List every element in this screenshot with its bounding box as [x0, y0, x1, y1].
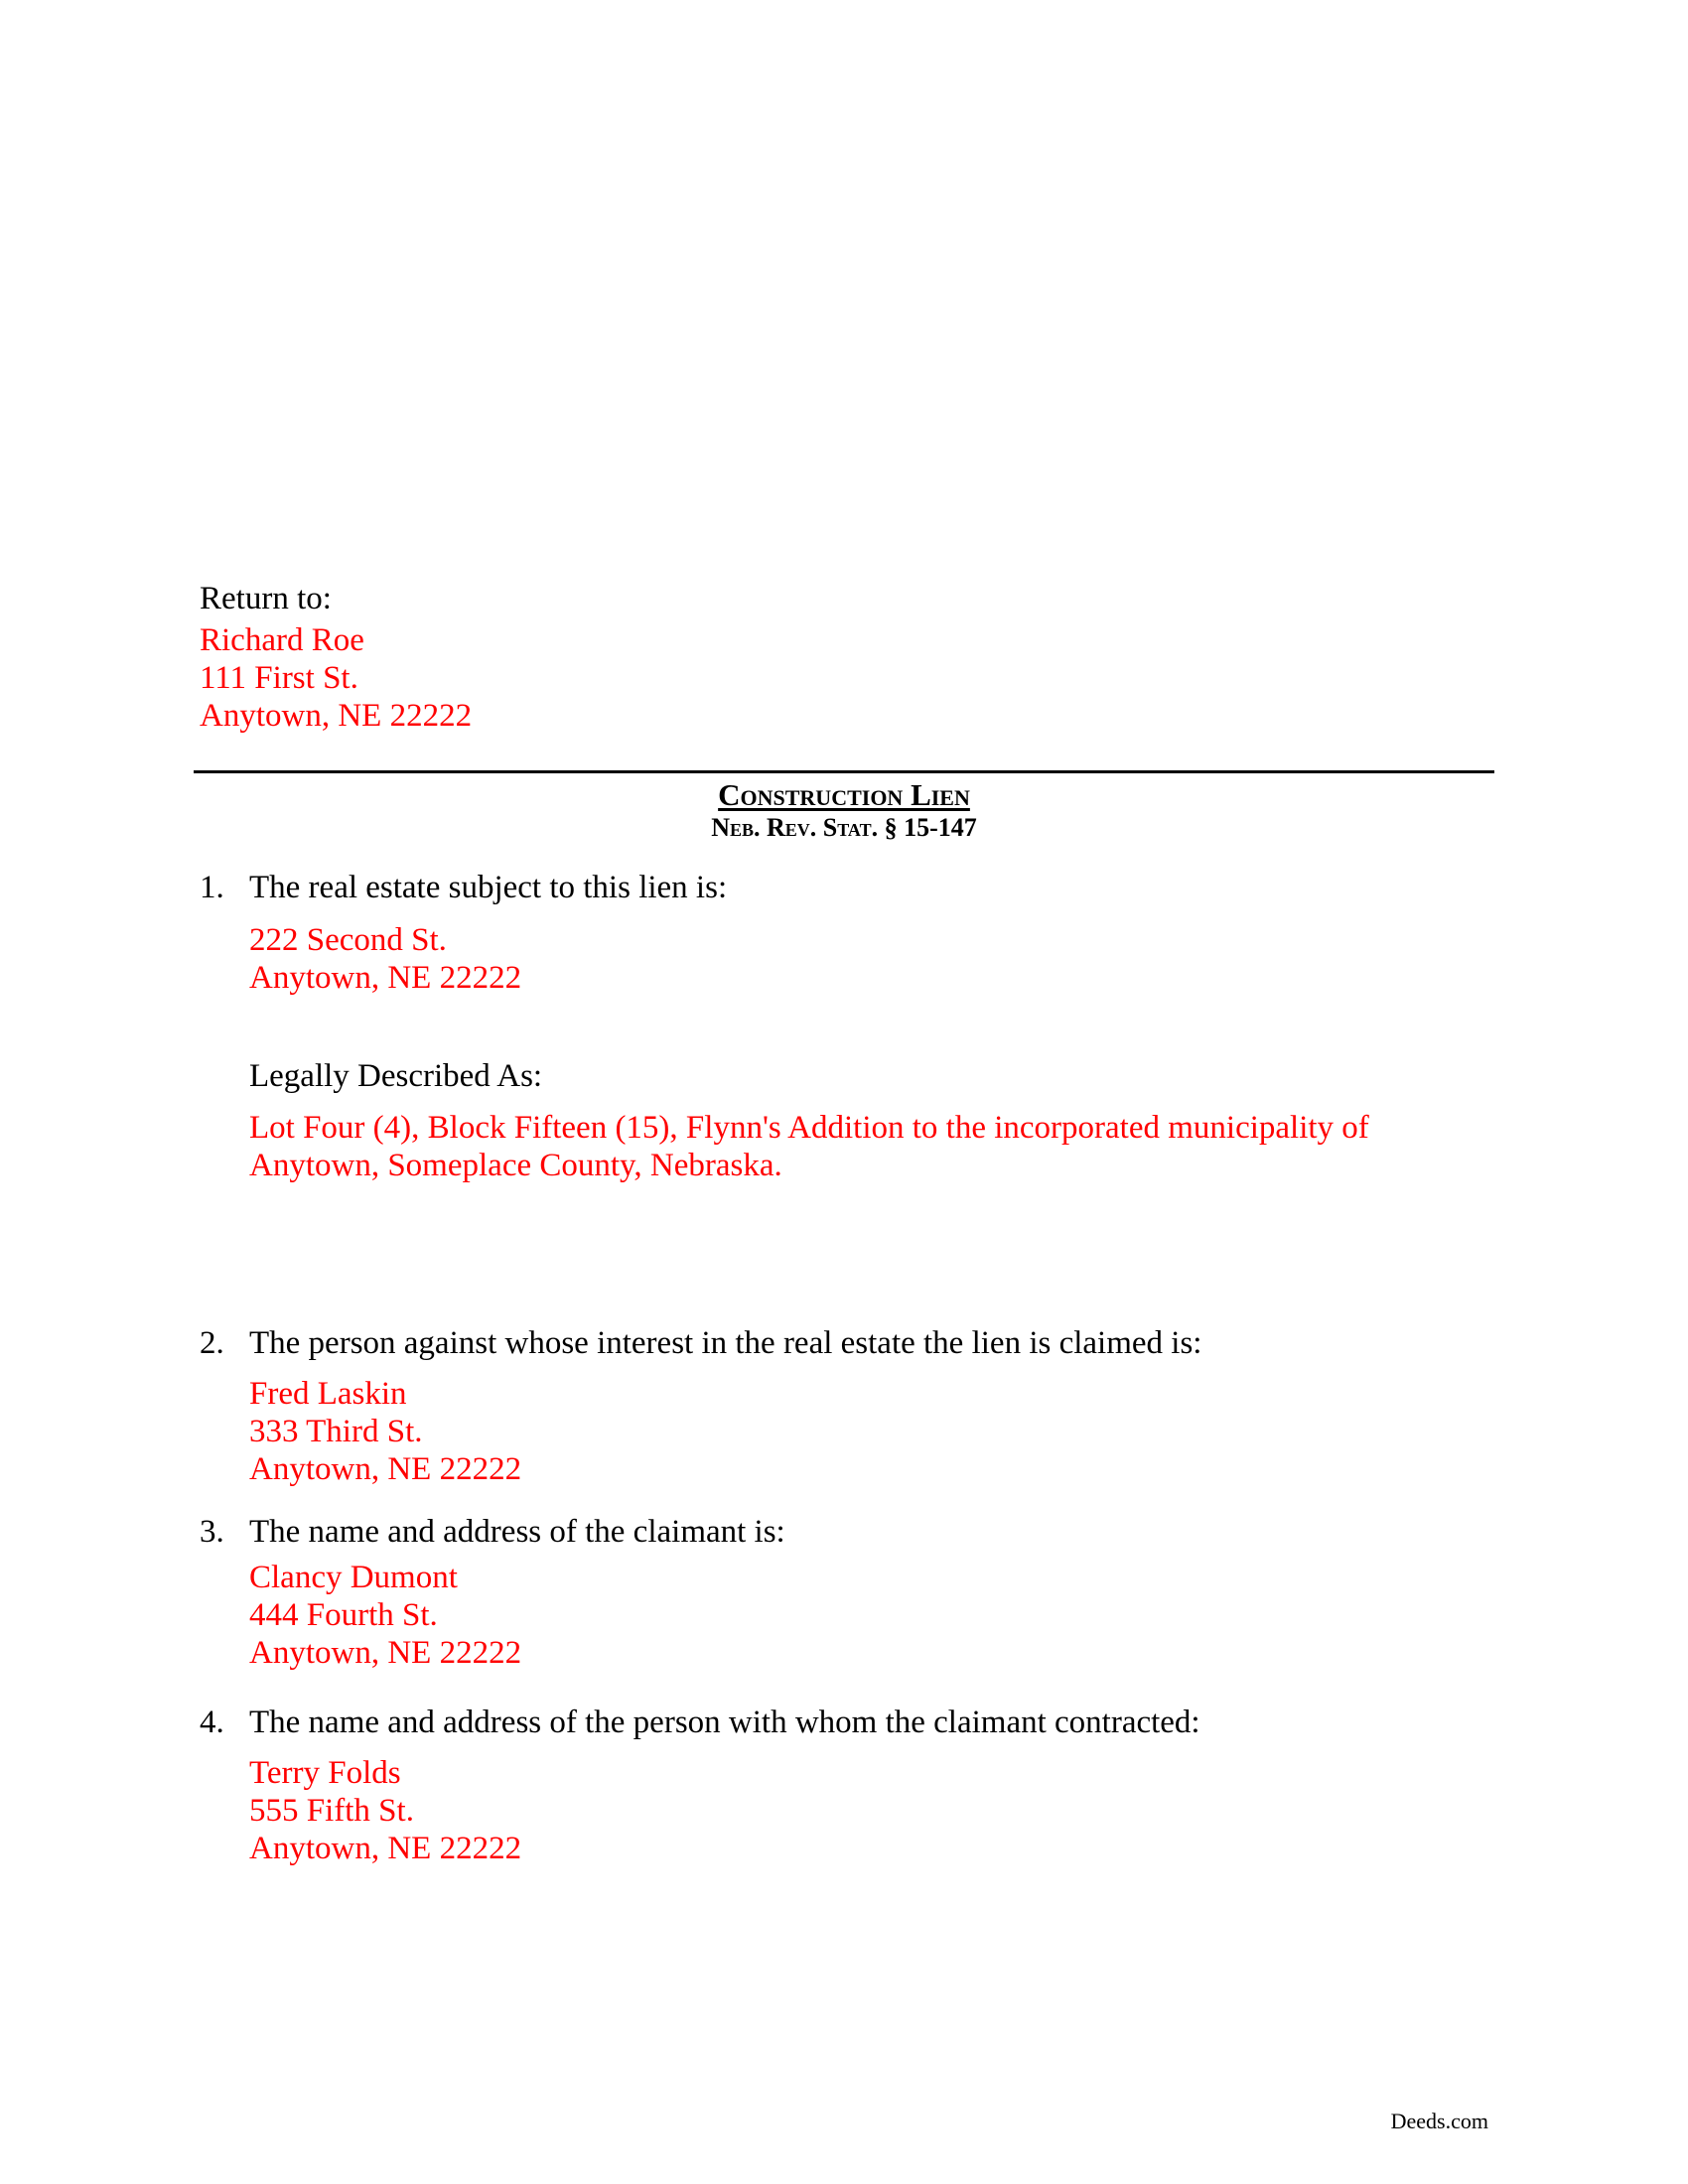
return-to-address-line-1: 111 First St. [200, 660, 358, 696]
item-3 [200, 1513, 785, 1551]
claimant-address-line-1: 444 Fourth St. [249, 1597, 438, 1633]
item-2 [200, 1324, 1201, 1362]
item-4-text: The name and address of the person with whom the claimant contracted: [249, 1705, 1200, 1740]
item-4-number: 4. [200, 1705, 224, 1740]
legal-description-label: Legally Described As: [249, 1058, 543, 1094]
owner-name: Fred Laskin [249, 1376, 407, 1412]
document-title: Construction Lien [718, 777, 970, 812]
item-2-text: The person against whose interest in the real estate the lien is claimed is: [249, 1325, 1202, 1361]
item-2-owner-details [249, 1375, 521, 1488]
item-3-text: The name and address of the claimant is: [249, 1514, 785, 1550]
owner-address-line-2: Anytown, NE 22222 [249, 1451, 522, 1487]
statute-reference: Neb. Rev. Stat. § 15-147 [711, 813, 977, 842]
item-1 [200, 869, 727, 906]
owner-address-line-1: 333 Third St. [249, 1414, 423, 1449]
contractor-address-line-1: 555 Fifth St. [249, 1793, 414, 1829]
contractor-name: Terry Folds [249, 1755, 401, 1791]
document-title-block [0, 777, 1688, 843]
contractor-address-line-2: Anytown, NE 22222 [249, 1831, 522, 1866]
claimant-name: Clancy Dumont [249, 1560, 458, 1595]
item-3-number: 3. [200, 1514, 224, 1550]
return-to-address-line-2: Anytown, NE 22222 [200, 698, 473, 734]
item-2-number: 2. [200, 1325, 224, 1361]
header-divider [194, 770, 1494, 773]
item-1-number: 1. [200, 870, 224, 905]
item-1-text: The real estate subject to this lien is: [249, 870, 728, 905]
item-1-property-address [249, 921, 521, 997]
return-to-name: Richard Roe [200, 622, 364, 658]
property-address-line-2: Anytown, NE 22222 [249, 960, 522, 996]
property-address-line-1: 222 Second St. [249, 922, 447, 958]
item-3-claimant-details [249, 1559, 521, 1672]
footer-brand: Deeds.com [1390, 2109, 1488, 2133]
return-to-label: Return to: [200, 581, 332, 616]
legal-description-line-2: Anytown, Someplace County, Nebraska. [249, 1148, 782, 1183]
item-4 [200, 1704, 1200, 1741]
item-4-contractor-details [249, 1754, 521, 1867]
return-to-block [200, 580, 472, 735]
claimant-address-line-2: Anytown, NE 22222 [249, 1635, 522, 1671]
legal-description-line-1: Lot Four (4), Block Fifteen (15), Flynn's Addition to the incorporated municipality of [249, 1110, 1369, 1146]
item-1-legal-description [249, 1057, 1369, 1184]
